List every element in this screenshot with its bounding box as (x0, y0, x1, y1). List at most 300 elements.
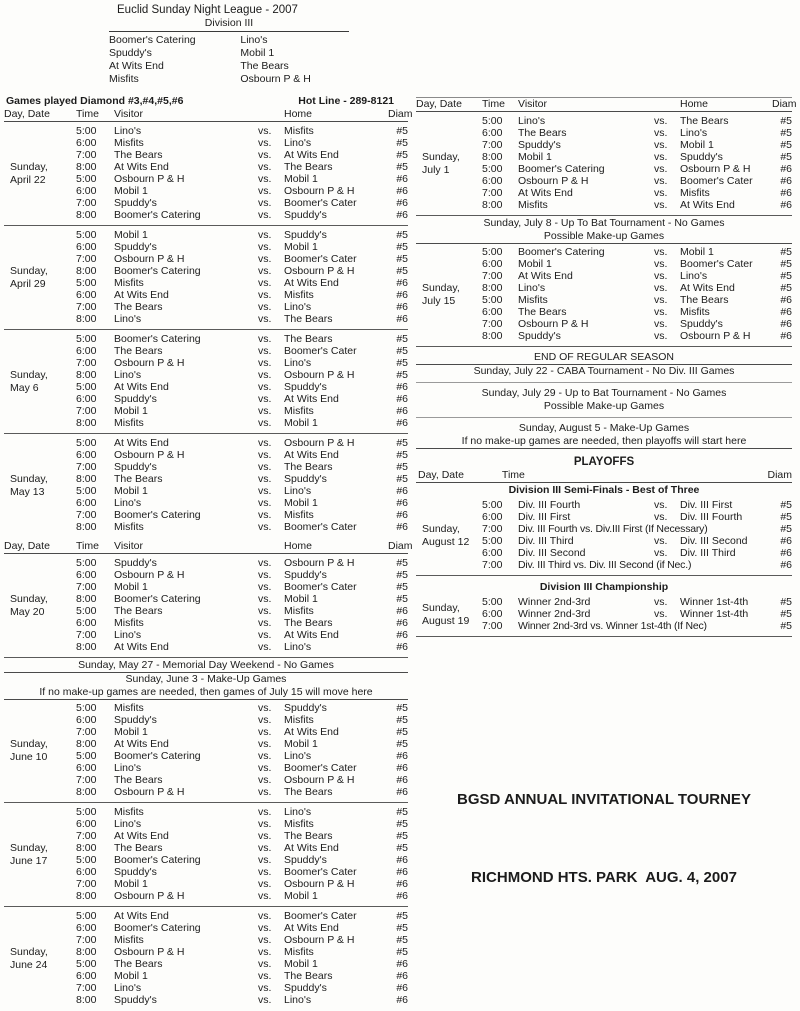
game-time: 7:00 (76, 149, 97, 161)
vs-label: vs. (258, 485, 272, 497)
game-home: Mobil 1 (284, 890, 318, 902)
game-home: At Wits End (680, 199, 735, 211)
game-time: 6:00 (482, 127, 503, 139)
game-diamond: #5 (396, 161, 408, 173)
game-home: Misfits (680, 306, 710, 318)
column-header-diam: Diam (767, 469, 792, 481)
game-time: 6:00 (482, 547, 503, 559)
game-diamond: #5 (396, 738, 408, 750)
game-time: 7:00 (76, 461, 97, 473)
game-home: The Bears (284, 786, 333, 798)
game-visitor: Mobil 1 (114, 581, 148, 593)
game-diamond: #5 (396, 437, 408, 449)
vs-label: vs. (654, 175, 668, 187)
game-home: At Wits End (284, 922, 339, 934)
game-time: 8:00 (482, 199, 503, 211)
schedule-section-may-20 (4, 555, 408, 656)
team-list (109, 34, 349, 86)
vs-label: vs. (258, 229, 272, 241)
game-diamond: #6 (396, 277, 408, 289)
game-home: Mobil 1 (680, 139, 714, 151)
game-diamond: #5 (396, 726, 408, 738)
game-home: Div. III Third (680, 547, 736, 559)
game-time: 7:00 (76, 774, 97, 786)
vs-label: vs. (258, 762, 272, 774)
game-home: At Wits End (284, 726, 339, 738)
column-header-time: Time (501, 469, 525, 481)
column-header-home: Home (284, 540, 313, 552)
schedule-column-right (416, 95, 797, 1009)
game-visitor: Boomer's Catering (114, 922, 201, 934)
day-spacer (4, 229, 76, 241)
vs-label: vs. (258, 878, 272, 890)
game-home: Lino's (680, 270, 708, 282)
game-diamond: #5 (780, 608, 792, 620)
game-row (416, 511, 792, 523)
note-may-27: Sunday, May 27 - Memorial Day Weekend - No Games (4, 659, 408, 673)
game-visitor: Misfits (114, 137, 144, 149)
game-visitor: Mobil 1 (518, 151, 552, 163)
game-diamond: #5 (780, 523, 792, 535)
day-spacer (416, 559, 482, 571)
game-row (4, 702, 408, 714)
game-visitor: Spuddy's (114, 994, 157, 1006)
game-visitor: Boomer's Catering (114, 265, 201, 277)
day-spacer (4, 617, 76, 629)
division-title: Division III (109, 17, 349, 32)
column-header-visitor: Visitor (518, 98, 547, 110)
day-date-label: Sunday, May 20 (10, 592, 48, 618)
table-header-row (4, 540, 413, 554)
day-spacer (416, 139, 482, 151)
game-home: Mobil 1 (284, 241, 318, 253)
vs-label: vs. (258, 473, 272, 485)
game-time: 7:00 (76, 357, 97, 369)
day-spacer (4, 910, 76, 922)
day-date-label: Sunday, June 10 (10, 737, 48, 763)
game-time: 7:00 (76, 197, 97, 209)
vs-label: vs. (258, 830, 272, 842)
day-date-label: Sunday, June 17 (10, 841, 48, 867)
game-row (4, 333, 408, 345)
game-home: Spuddy's (284, 569, 327, 581)
day-spacer (4, 497, 76, 509)
game-home: Spuddy's (284, 982, 327, 994)
section-divider (4, 657, 408, 658)
game-home: Mobil 1 (284, 593, 318, 605)
game-visitor: Spuddy's (518, 139, 561, 151)
game-time: 7:00 (76, 934, 97, 946)
note-august-5: Sunday, August 5 - Make-Up Games (518, 422, 690, 434)
game-home: At Wits End (284, 393, 339, 405)
game-visitor: At Wits End (114, 381, 169, 393)
game-row (4, 345, 408, 357)
game-diamond: #5 (780, 620, 792, 632)
game-visitor: The Bears (114, 345, 163, 357)
game-time: 5:00 (76, 854, 97, 866)
section-divider (4, 802, 408, 803)
vs-label: vs. (258, 738, 272, 750)
game-time: 7:00 (76, 301, 97, 313)
game-home: The Bears (284, 333, 333, 345)
game-diamond: #5 (780, 151, 792, 163)
vs-label: vs. (654, 151, 668, 163)
game-visitor: Osbourn P & H (114, 946, 185, 958)
vs-label: vs. (258, 617, 272, 629)
game-row (4, 806, 408, 818)
game-visitor: Spuddy's (518, 330, 561, 342)
game-home: Mobil 1 (284, 738, 318, 750)
game-row (416, 596, 792, 608)
game-diamond: #5 (396, 922, 408, 934)
game-diamond: #5 (396, 229, 408, 241)
game-home: Spuddy's (284, 381, 327, 393)
day-spacer (4, 830, 76, 842)
game-time: 5:00 (482, 535, 503, 547)
section-divider (4, 433, 408, 434)
vs-label: vs. (258, 313, 272, 325)
day-spacer (416, 270, 482, 282)
game-time: 6:00 (76, 185, 97, 197)
game-visitor: Lino's (114, 369, 142, 381)
game-diamond: #6 (396, 289, 408, 301)
note-june-3-makeup: If no make-up games are needed, then games of July 15 will move here (4, 686, 408, 700)
vs-label: vs. (654, 187, 668, 199)
game-visitor: The Bears (518, 127, 567, 139)
game-row (4, 854, 408, 866)
game-home: Spuddy's (284, 473, 327, 485)
game-time: 8:00 (482, 151, 503, 163)
game-time: 6:00 (76, 345, 97, 357)
day-spacer (4, 762, 76, 774)
day-spacer (4, 437, 76, 449)
day-spacer (4, 557, 76, 569)
game-row (416, 199, 792, 211)
vs-label: vs. (654, 258, 668, 270)
day-spacer (4, 185, 76, 197)
game-time: 6:00 (76, 866, 97, 878)
playoffs-title: PLAYOFFS (573, 456, 635, 468)
game-time: 7:00 (76, 581, 97, 593)
game-diamond: #5 (396, 369, 408, 381)
day-date-label: Sunday, August 12 (422, 522, 470, 548)
tourney-announcement-line2: RICHMOND HTS. PARK AUG. 4, 2007 (471, 869, 737, 886)
vs-label: vs. (258, 593, 272, 605)
day-spacer (416, 127, 482, 139)
document-header (109, 4, 349, 86)
game-time: 6:00 (76, 393, 97, 405)
game-row (4, 509, 408, 521)
game-home: Osbourn P & H (284, 774, 355, 786)
game-home: Osbourn P & H (284, 185, 355, 197)
game-diamond: #5 (396, 806, 408, 818)
game-home: Boomer's Cater (284, 762, 357, 774)
team-name: Boomer's Catering (109, 34, 196, 46)
game-diamond: #6 (396, 982, 408, 994)
vs-label: vs. (258, 497, 272, 509)
day-spacer (416, 199, 482, 211)
game-row (4, 473, 408, 485)
game-time: 7:00 (76, 982, 97, 994)
day-spacer (4, 313, 76, 325)
game-diamond: #6 (396, 497, 408, 509)
game-visitor: Spuddy's (114, 393, 157, 405)
game-home: Spuddy's (680, 151, 723, 163)
game-time: 5:00 (482, 163, 503, 175)
game-row (4, 617, 408, 629)
column-header-time: Time (76, 540, 99, 552)
game-diamond: #6 (396, 617, 408, 629)
game-home: The Bears (680, 294, 729, 306)
game-row (4, 982, 408, 994)
game-visitor: Lino's (114, 125, 142, 137)
note-july-8-makeup: Possible Make-up Games (416, 230, 792, 244)
vs-label: vs. (258, 265, 272, 277)
game-home: Lino's (284, 301, 312, 313)
game-diamond: #6 (396, 786, 408, 798)
game-time: 6:00 (76, 970, 97, 982)
game-visitor: Misfits (518, 294, 548, 306)
game-diamond: #6 (396, 878, 408, 890)
game-visitor: Mobil 1 (114, 229, 148, 241)
game-diamond: #6 (396, 301, 408, 313)
game-visitor: Spuddy's (114, 866, 157, 878)
game-diamond: #5 (780, 511, 792, 523)
game-time: 5:00 (76, 750, 97, 762)
game-time: 8:00 (482, 330, 503, 342)
game-visitor: Misfits (114, 702, 144, 714)
game-time: 6:00 (76, 289, 97, 301)
vs-label: vs. (654, 499, 668, 511)
vs-label: vs. (258, 125, 272, 137)
game-diamond: #6 (396, 393, 408, 405)
game-diamond: #6 (780, 163, 792, 175)
vs-label: vs. (258, 714, 272, 726)
note-end-of-regular-season: END OF REGULAR SEASON (416, 351, 792, 365)
game-home: The Bears (284, 461, 333, 473)
day-spacer (4, 253, 76, 265)
game-visitor: Misfits (114, 277, 144, 289)
day-spacer (4, 934, 76, 946)
schedule-section-may-6 (4, 331, 408, 432)
game-row (4, 461, 408, 473)
game-visitor: The Bears (114, 605, 163, 617)
game-row (416, 115, 792, 127)
game-time: 8:00 (76, 994, 97, 1006)
game-row (416, 499, 792, 511)
game-diamond: #5 (396, 461, 408, 473)
games-played-line (4, 95, 408, 108)
game-diamond: #5 (780, 246, 792, 258)
games-played-note: Games played Diamond #3,#4,#5,#6 (6, 95, 184, 107)
game-home: Spuddy's (284, 209, 327, 221)
game-visitor: Spuddy's (114, 197, 157, 209)
note-august-5-playoffs: If no make-up games are needed, then playoffs will start here (416, 435, 792, 449)
game-visitor: Misfits (114, 934, 144, 946)
vs-label: vs. (258, 569, 272, 581)
game-visitor: Boomer's Catering (114, 209, 201, 221)
vs-label: vs. (258, 910, 272, 922)
game-diamond: #5 (780, 282, 792, 294)
game-row (4, 417, 408, 429)
game-home: Lino's (284, 485, 312, 497)
day-spacer (4, 878, 76, 890)
game-diamond: #5 (396, 473, 408, 485)
game-diamond: #6 (780, 187, 792, 199)
game-row (416, 318, 792, 330)
game-home: The Bears (680, 115, 729, 127)
team-name: Misfits (109, 73, 139, 85)
column-header-day-date: Day, Date (4, 108, 50, 120)
day-spacer (416, 115, 482, 127)
game-row (4, 265, 408, 277)
day-spacer (4, 417, 76, 429)
vs-label: vs. (258, 726, 272, 738)
game-time: 5:00 (76, 125, 97, 137)
vs-label: vs. (258, 393, 272, 405)
game-diamond: #6 (396, 521, 408, 533)
game-diamond: #6 (780, 330, 792, 342)
game-home: The Bears (284, 313, 333, 325)
game-time: 6:00 (76, 714, 97, 726)
vs-label: vs. (258, 417, 272, 429)
game-diamond: #5 (396, 714, 408, 726)
game-time: 5:00 (76, 806, 97, 818)
schedule-section-july-15 (416, 244, 792, 345)
vs-label: vs. (258, 581, 272, 593)
day-spacer (416, 175, 482, 187)
day-spacer (4, 866, 76, 878)
game-visitor: Misfits (518, 199, 548, 211)
game-diamond: #6 (396, 958, 408, 970)
day-spacer (4, 125, 76, 137)
game-visitor: At Wits End (518, 270, 573, 282)
vs-label: vs. (654, 246, 668, 258)
game-visitor: The Bears (114, 774, 163, 786)
game-time: 7:00 (482, 620, 503, 632)
team-name: Osbourn P & H (240, 73, 311, 85)
game-time: 7:00 (482, 187, 503, 199)
day-spacer (4, 982, 76, 994)
day-spacer (4, 806, 76, 818)
section-divider (416, 382, 792, 383)
game-home: Winner 1st-4th (680, 608, 749, 620)
vs-label: vs. (654, 547, 668, 559)
game-visitor: Misfits (114, 417, 144, 429)
day-date-label: Sunday, July 1 (422, 150, 460, 176)
game-matchup: Div. III Third vs. Div. III Second (if Nec.) (518, 559, 692, 571)
game-diamond: #6 (396, 605, 408, 617)
game-row (416, 523, 792, 535)
vs-label: vs. (258, 509, 272, 521)
game-diamond: #6 (396, 890, 408, 902)
day-spacer (4, 922, 76, 934)
game-row (4, 497, 408, 509)
schedule-section-june-24 (4, 908, 408, 1009)
game-diamond: #6 (780, 559, 792, 571)
note-july-8: Sunday, July 8 - Up To Bat Tournament - No Games (483, 217, 725, 229)
vs-label: vs. (258, 818, 272, 830)
game-home: Misfits (284, 405, 314, 417)
hotline-note: Hot Line - 289-8121 (298, 95, 394, 107)
game-time: 6:00 (76, 137, 97, 149)
game-visitor: Misfits (114, 617, 144, 629)
game-visitor: Lino's (518, 282, 546, 294)
game-row (4, 774, 408, 786)
game-diamond: #6 (780, 306, 792, 318)
game-diamond: #5 (396, 125, 408, 137)
game-visitor: Mobil 1 (114, 726, 148, 738)
game-time: 7:00 (482, 318, 503, 330)
column-header-day-date: Day, Date (416, 98, 462, 110)
team-list-left (109, 34, 240, 86)
game-diamond: #5 (396, 137, 408, 149)
vs-label: vs. (258, 854, 272, 866)
game-row (4, 521, 408, 533)
vs-label: vs. (258, 301, 272, 313)
game-diamond: #5 (780, 127, 792, 139)
game-row (4, 910, 408, 922)
game-row (4, 922, 408, 934)
game-time: 5:00 (76, 958, 97, 970)
tourney-announcement-line1: BGSD ANNUAL INVITATIONAL TOURNEY (457, 791, 751, 808)
day-spacer (4, 581, 76, 593)
game-time: 6:00 (76, 449, 97, 461)
game-visitor: At Wits End (114, 738, 169, 750)
column-header-day-date: Day, Date (4, 540, 50, 552)
vs-label: vs. (258, 241, 272, 253)
game-visitor: Spuddy's (114, 557, 157, 569)
vs-label: vs. (258, 922, 272, 934)
game-home: Misfits (284, 289, 314, 301)
vs-label: vs. (258, 982, 272, 994)
game-time: 6:00 (76, 617, 97, 629)
game-home: Misfits (284, 946, 314, 958)
game-visitor: Osbourn P & H (114, 357, 185, 369)
game-time: 8:00 (76, 786, 97, 798)
day-spacer (4, 786, 76, 798)
game-diamond: #6 (780, 535, 792, 547)
game-row (4, 393, 408, 405)
day-spacer (416, 187, 482, 199)
day-spacer (416, 306, 482, 318)
game-row (4, 289, 408, 301)
vs-label: vs. (654, 535, 668, 547)
game-diamond: #5 (780, 270, 792, 282)
game-visitor: The Bears (114, 958, 163, 970)
game-visitor: Div. III First (518, 511, 571, 523)
game-row (4, 209, 408, 221)
game-diamond: #5 (396, 345, 408, 357)
game-home: Mobil 1 (284, 497, 318, 509)
day-spacer (416, 330, 482, 342)
game-home: Misfits (284, 509, 314, 521)
game-row (416, 127, 792, 139)
game-row (4, 301, 408, 313)
column-header-day-date: Day, Date (418, 469, 464, 481)
game-diamond: #6 (396, 185, 408, 197)
team-name: At Wits End (109, 60, 164, 72)
day-spacer (416, 511, 482, 523)
day-spacer (4, 149, 76, 161)
game-home: Osbourn P & H (284, 878, 355, 890)
game-row (4, 970, 408, 982)
vs-label: vs. (258, 381, 272, 393)
game-row (416, 306, 792, 318)
game-home: Boomer's Cater (680, 175, 753, 187)
game-visitor: Misfits (114, 806, 144, 818)
vs-label: vs. (258, 557, 272, 569)
